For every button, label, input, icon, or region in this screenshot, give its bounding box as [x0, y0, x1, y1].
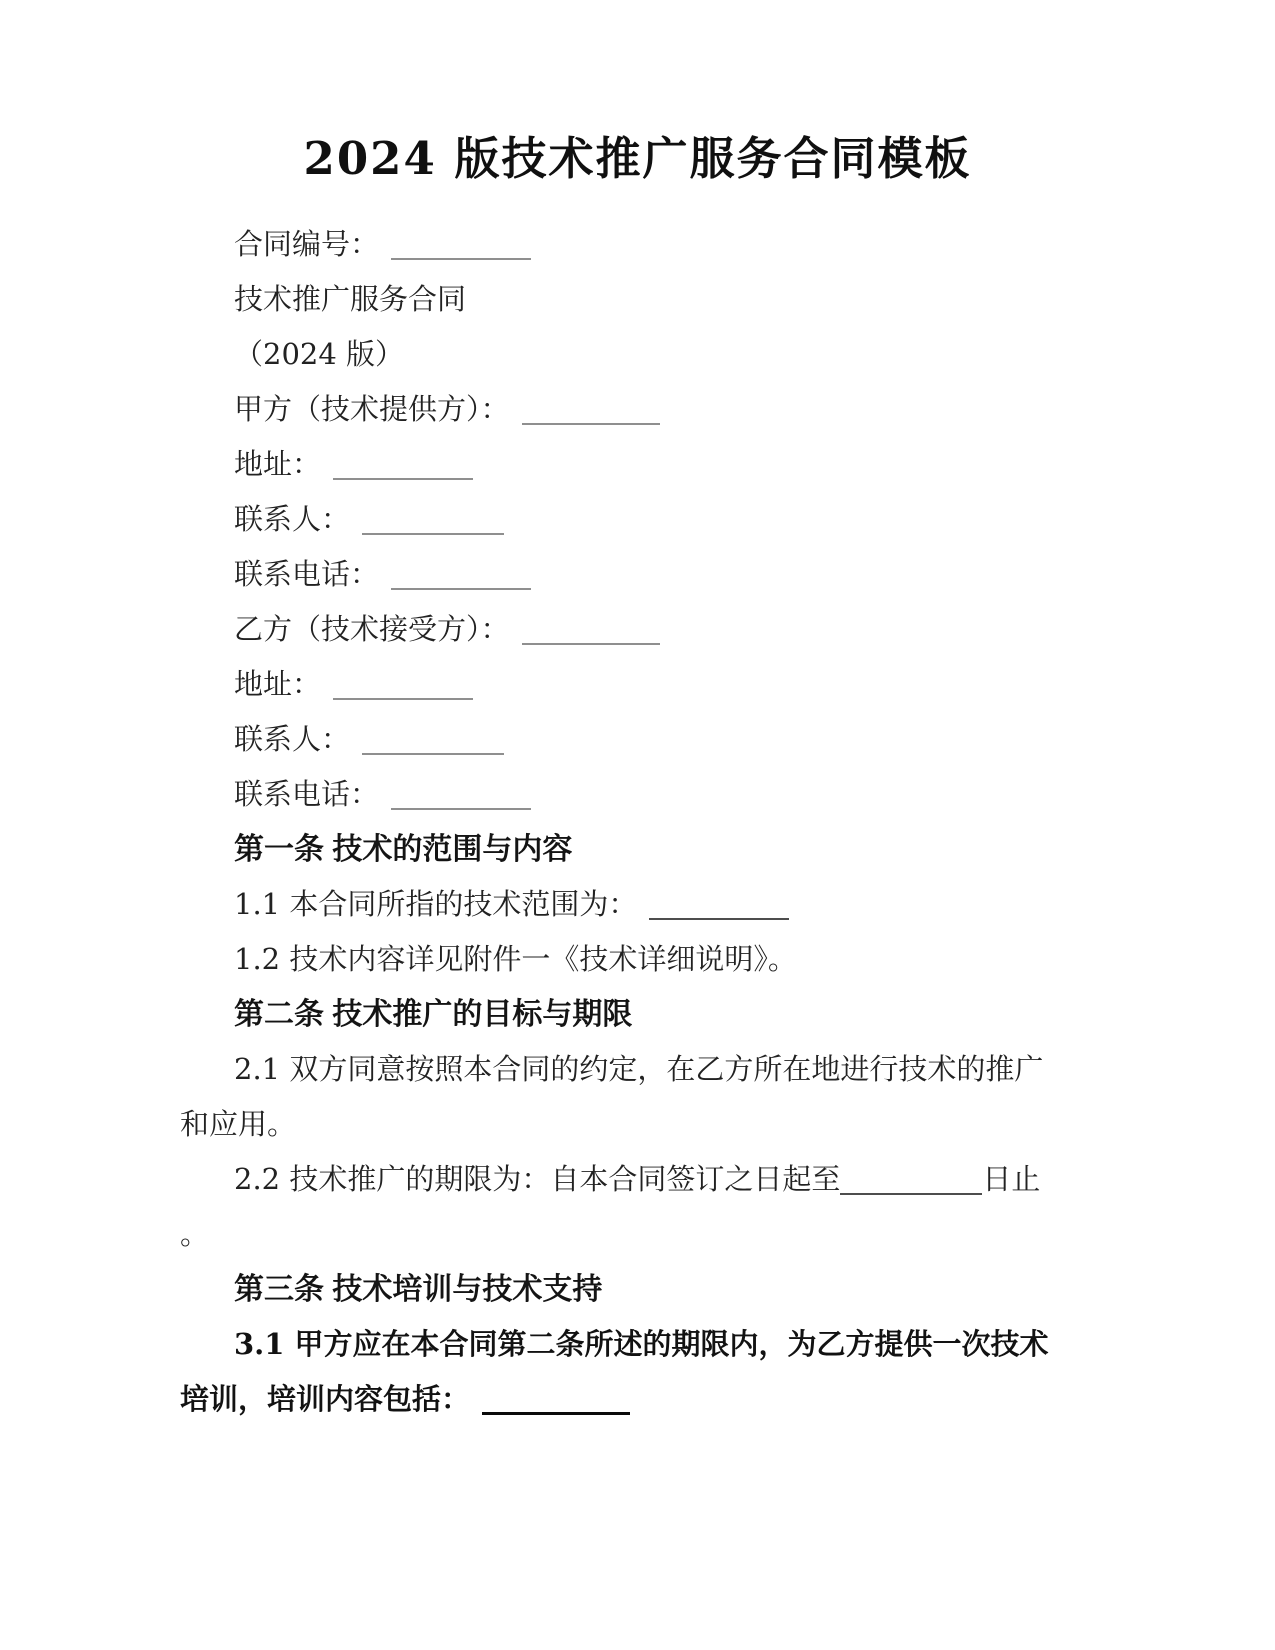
blank-contract-number[interactable]: [391, 224, 531, 260]
line-party-b: [180, 602, 1020, 657]
party-b-phone-label: 联系电话：: [234, 777, 380, 812]
heading-article-3-text: 第三条 技术培训与技术支持: [234, 1273, 603, 1307]
clause-2-2-label: 2.2 技术推广的期限为：自本合同签订之日起至: [234, 1162, 841, 1197]
line-clause-2-2-wrap: [180, 1207, 1020, 1262]
blank-tech-scope[interactable]: [649, 884, 789, 920]
party-a-label: 甲方（技术提供方）：: [234, 392, 510, 427]
contract-number-label: 合同编号：: [234, 227, 380, 262]
line-party-b-phone: [180, 767, 1020, 822]
clause-1-2-text: 1.2 技术内容详见附件一《技术详细说明》。: [234, 942, 797, 977]
blank-party-b-contact[interactable]: [362, 719, 504, 755]
party-a-contact-label: 联系人：: [234, 502, 351, 537]
clause-2-1-text: 2.1 双方同意按照本合同的约定，在乙方所在地进行技术的推广: [234, 1052, 1044, 1087]
line-clause-3-1: [180, 1317, 1049, 1372]
blank-party-a-phone[interactable]: [391, 554, 531, 590]
line-party-b-address: [180, 657, 1020, 712]
blank-party-b-phone[interactable]: [391, 774, 531, 810]
clause-3-1-wrap-label: 培训，培训内容包括：: [180, 1382, 471, 1417]
party-a-address-label: 地址：: [234, 447, 322, 482]
line-clause-2-2: [180, 1152, 1041, 1207]
line-party-a: [180, 382, 1020, 437]
line-party-a-phone: [180, 547, 1020, 602]
heading-article-2: [180, 987, 1020, 1042]
line-party-a-address: [180, 437, 1020, 492]
line-party-a-contact: [180, 492, 1020, 547]
blank-party-b[interactable]: [522, 609, 660, 645]
line-contract-name: [180, 272, 1020, 327]
line-version: [180, 327, 1020, 382]
party-b-address-label: 地址：: [234, 667, 322, 702]
party-b-label: 乙方（技术接受方）：: [234, 612, 510, 647]
blank-training-content[interactable]: [482, 1378, 630, 1415]
line-party-b-contact: [180, 712, 1020, 767]
blank-party-b-address[interactable]: [333, 664, 473, 700]
blank-party-a[interactable]: [522, 389, 660, 425]
clause-3-1-text: 3.1 甲方应在本合同第二条所述的期限内，为乙方提供一次技术: [234, 1327, 1049, 1362]
line-clause-2-1-wrap: [180, 1097, 1020, 1152]
clause-2-2-wrap-text: 。: [180, 1217, 210, 1252]
heading-article-1: [180, 822, 1020, 877]
blank-promotion-deadline[interactable]: [840, 1159, 982, 1195]
contract-name-text: 技术推广服务合同: [234, 282, 467, 317]
clause-2-1-wrap-text: 和应用。: [180, 1107, 297, 1142]
line-clause-1-2: [180, 932, 1020, 987]
party-a-phone-label: 联系电话：: [234, 557, 380, 592]
blank-party-a-address[interactable]: [333, 444, 473, 480]
clause-1-1-label: 1.1 本合同所指的技术范围为：: [234, 887, 638, 922]
heading-article-1-text: 第一条 技术的范围与内容: [234, 833, 573, 867]
line-contract-number: [180, 217, 1020, 272]
blank-party-a-contact[interactable]: [362, 499, 504, 535]
party-b-contact-label: 联系人：: [234, 722, 351, 757]
heading-article-2-text: 第二条 技术推广的目标与期限: [234, 998, 633, 1032]
clause-2-2-suffix: 日止: [982, 1162, 1041, 1197]
line-clause-1-1: [180, 877, 1020, 932]
line-clause-2-1: [180, 1042, 1044, 1097]
heading-article-3: [180, 1262, 1020, 1317]
version-text: （2024 版）: [234, 337, 405, 372]
document-title: 2024 版技术推广服务合同模板: [303, 132, 972, 185]
line-clause-3-1-wrap: [180, 1372, 1020, 1427]
